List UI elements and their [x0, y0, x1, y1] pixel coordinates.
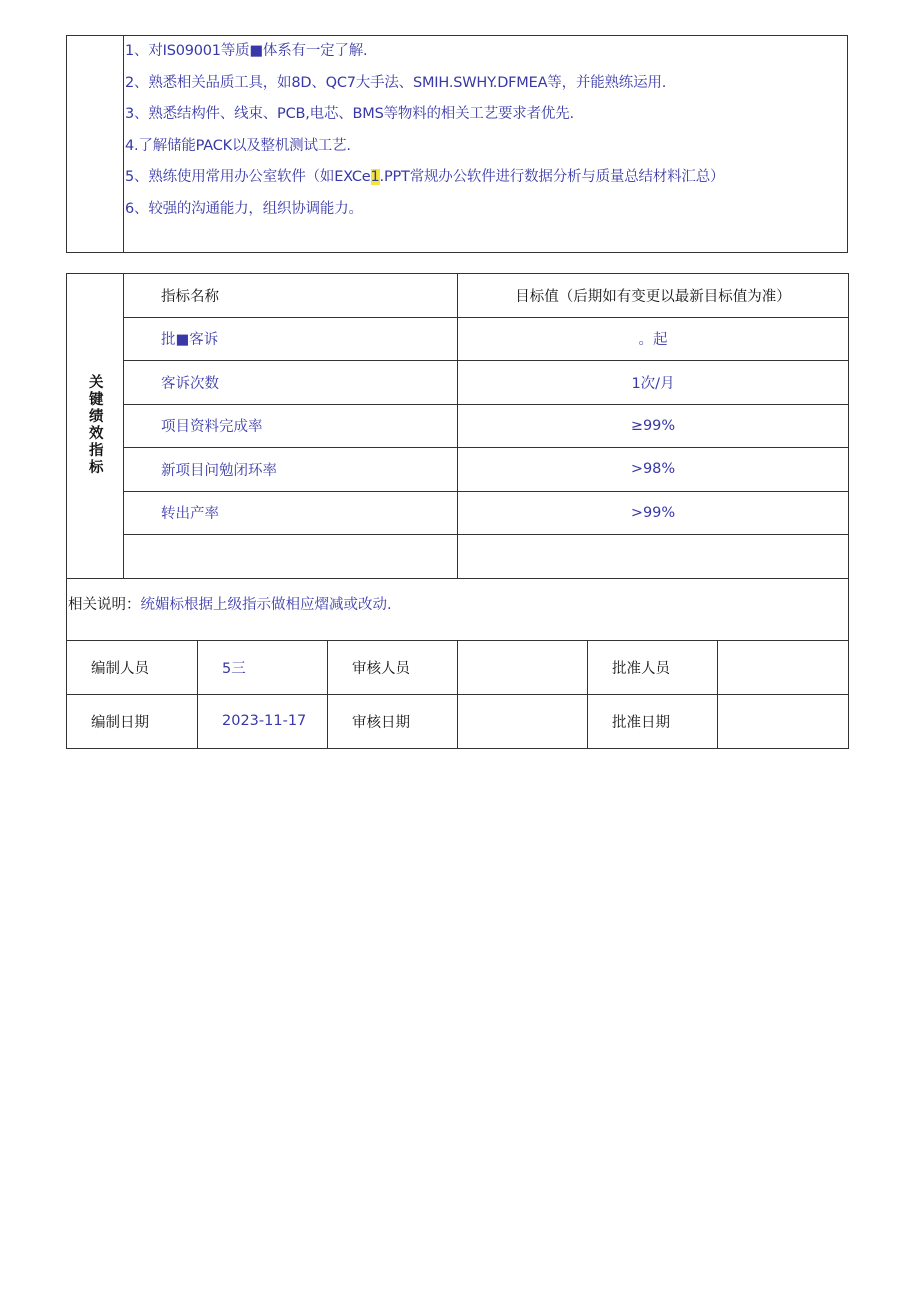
note-label: 相关说明：	[68, 596, 141, 613]
highlighted-text: 1	[370, 169, 380, 185]
kpi-header-target: 目标值（后期如有变更以最新目标值为准）	[458, 274, 849, 318]
kpi-side-label: 关键绩效指标	[89, 374, 104, 476]
kpi-header-name: 指标名称	[124, 274, 458, 318]
approved-date-label: 批准日期	[588, 694, 718, 748]
signoff-row-dates	[67, 694, 849, 748]
kpi-name-cell: 转出产率	[124, 491, 458, 535]
approved-by-label: 批准人员	[588, 640, 718, 694]
reviewed-by-value	[458, 640, 588, 694]
kpi-name-cell: 批■客诉	[124, 317, 458, 361]
requirement-item: 3、熟悉结构件、线束、PCB,电芯、BMS等物料的相关工艺要求者优先.	[125, 106, 574, 122]
kpi-target-cell: 1次/月	[458, 361, 849, 405]
kpi-name-cell: 新项目问勉闭环率	[124, 448, 458, 492]
reviewed-by-label: 审核人员	[328, 640, 458, 694]
kpi-target-cell: >99%	[458, 491, 849, 535]
kpi-name-cell: 客诉次数	[124, 361, 458, 405]
requirement-item: 6、较强的沟通能力，组织协调能力。	[125, 200, 363, 217]
table-row	[67, 535, 849, 579]
reviewed-date-label: 审核日期	[328, 694, 458, 748]
prepared-date-value: 2023-11-17	[198, 694, 328, 748]
table-row	[67, 317, 849, 361]
requirement-item-pre: 5、熟练使用常用办公室软件（如EXCe	[125, 169, 371, 185]
approved-date-value	[718, 694, 849, 748]
prepared-by-value: 5三	[198, 640, 328, 694]
approved-by-value	[718, 640, 849, 694]
related-note	[67, 578, 849, 640]
kpi-target-cell: 。起	[458, 317, 849, 361]
reviewed-date-value	[458, 694, 588, 748]
requirement-item: 1、对IS09001等质■体系有一定了解.	[125, 43, 368, 59]
requirement-item: 4.了解储能PACK以及整机测试工艺.	[125, 137, 351, 154]
kpi-target-cell: ≥99%	[458, 404, 849, 448]
requirement-item	[124, 165, 847, 197]
requirements-side-cell	[67, 36, 124, 253]
requirement-item-post: .PPT常规办公软件进行数据分析与质量总结材料汇总）	[379, 169, 725, 185]
prepared-by-label: 编制人员	[67, 640, 198, 694]
kpi-name-cell: 项目资料完成率	[124, 404, 458, 448]
kpi-target-cell: >98%	[458, 448, 849, 492]
table-row	[67, 404, 849, 448]
table-row	[67, 491, 849, 535]
requirements-table	[66, 35, 848, 253]
table-row	[67, 361, 849, 405]
requirements-list	[124, 36, 848, 253]
requirement-item: 2、熟悉相关品质工具，如8D、QC7大手法、SMIH.SWHY.DFMEA等，并能熟练运用.	[125, 74, 667, 91]
table-row	[67, 448, 849, 492]
kpi-table	[66, 273, 849, 749]
kpi-target-cell	[458, 535, 849, 579]
prepared-date-label: 编制日期	[67, 694, 198, 748]
signoff-row-people	[67, 640, 849, 694]
kpi-name-cell	[124, 535, 458, 579]
note-text: 统媚标根据上级指示做相应熠减或改动.	[140, 596, 392, 613]
kpi-side-cell	[67, 274, 124, 579]
